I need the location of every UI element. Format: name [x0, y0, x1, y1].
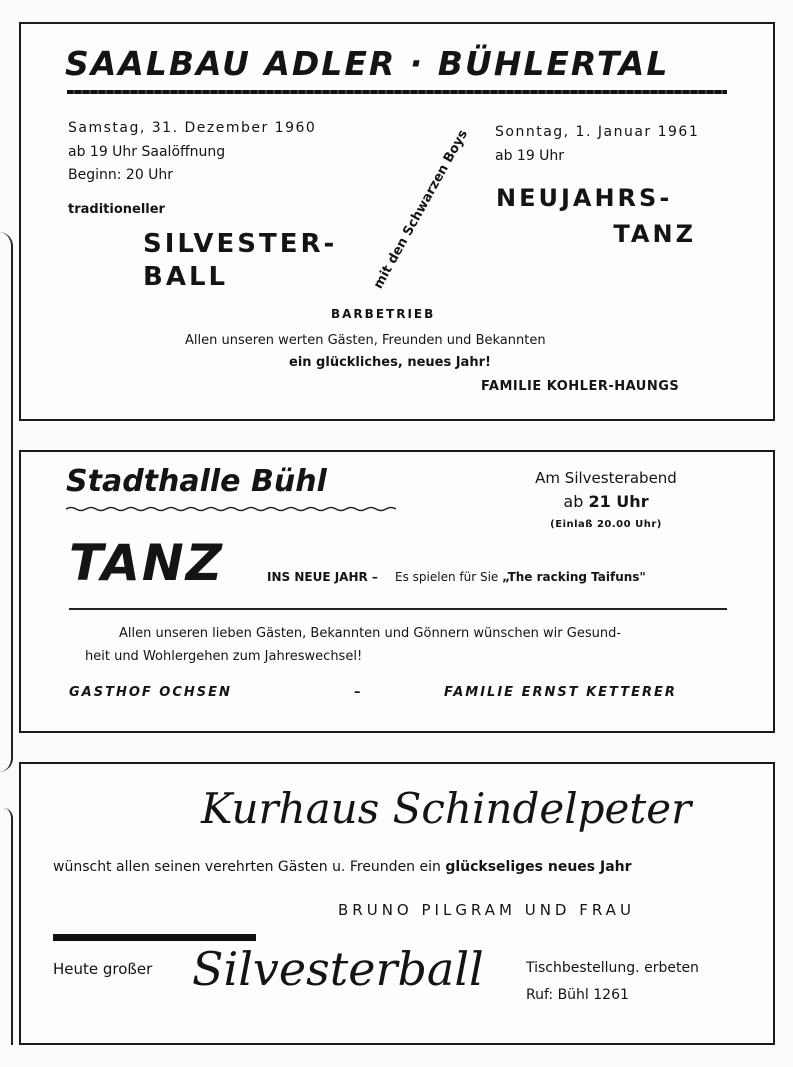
event-date-sunday: Sonntag, 1. Januar 1961 — [495, 124, 700, 140]
tanz-heading: TANZ — [69, 534, 225, 592]
new-year-wish: ein glückliches, neues Jahr! — [289, 355, 491, 370]
silvesterball-heading: Silvesterball — [192, 942, 484, 996]
start-time — [506, 492, 706, 511]
eve-label: Am Silvesterabend — [535, 469, 677, 487]
heading-line: SILVESTER- — [143, 229, 338, 259]
gasthof-name: GASTHOF OCHSEN — [69, 685, 232, 700]
greeting-line: Allen unseren lieben Gästen, Bekannten und Gönnern wünschen wir Gesund- — [119, 626, 622, 641]
phone-number: Ruf: Bühl 1261 — [526, 987, 629, 1003]
sunday-time: ab 19 Uhr — [495, 148, 565, 164]
traditional-label: traditioneller — [68, 202, 165, 217]
ad-title: Stadthalle Bühl — [66, 464, 327, 499]
heading-line: TANZ — [613, 220, 696, 248]
owner-signature: BRUNO PILGRAM UND FRAU — [338, 901, 635, 919]
today-label: Heute großer — [53, 960, 153, 978]
margin-bracket — [0, 232, 13, 772]
ad-title: SAALBAU ADLER · BÜHLERTAL — [65, 44, 670, 83]
greeting-text: Allen unseren werten Gästen, Freunden und Bekannten — [185, 333, 546, 348]
neujahrs-tanz-heading — [496, 180, 696, 252]
ad-kurhaus-schindelpeter — [19, 762, 775, 1045]
play-prefix: Es spielen für Sie — [395, 570, 503, 584]
into-new-year: INS NEUE JAHR – — [267, 570, 378, 584]
ad-stadthalle-buehl — [19, 450, 775, 733]
title-rule — [67, 90, 727, 94]
entry-time: (Einlaß 20.00 Uhr) — [550, 519, 662, 530]
family-signature: FAMILIE ERNST KETTERER — [444, 685, 677, 700]
greeting-line: heit und Wohlergehen zum Jahreswechsel! — [85, 649, 363, 664]
thick-rule — [53, 934, 256, 941]
margin-bracket — [0, 808, 13, 1045]
heading-line: BALL — [143, 262, 229, 292]
bar-service: BARBETRIEB — [331, 307, 436, 321]
time-prefix: ab — [563, 492, 589, 511]
wavy-underline — [66, 506, 396, 512]
silvester-ball-heading — [143, 228, 337, 294]
divider — [69, 608, 727, 610]
wish-bold: glückseliges neues Jahr — [445, 859, 632, 875]
band-name: „The racking Taifuns" — [502, 570, 646, 584]
event-date-saturday: Samstag, 31. Dezember 1960 — [68, 120, 317, 136]
opening-time: ab 19 Uhr Saalöffnung — [68, 144, 226, 160]
family-signature: FAMILIE KOHLER-HAUNGS — [481, 379, 680, 394]
reservation-note: Tischbestellung. erbeten — [526, 960, 699, 976]
heading-line: NEUJAHRS- — [496, 184, 673, 212]
ad-title: Kurhaus Schindelpeter — [201, 784, 692, 833]
wish-text: wünscht allen seinen verehrten Gästen u. Freunden ein — [53, 859, 446, 875]
band-diagonal: mit den Schwarzen Boys — [370, 127, 472, 292]
begin-time: Beginn: 20 Uhr — [68, 167, 174, 183]
ad-saalbau-adler — [19, 22, 775, 421]
band-line — [395, 570, 646, 584]
time-value: 21 Uhr — [588, 492, 649, 511]
new-year-wish — [53, 859, 632, 875]
separator-dash: – — [354, 685, 361, 700]
